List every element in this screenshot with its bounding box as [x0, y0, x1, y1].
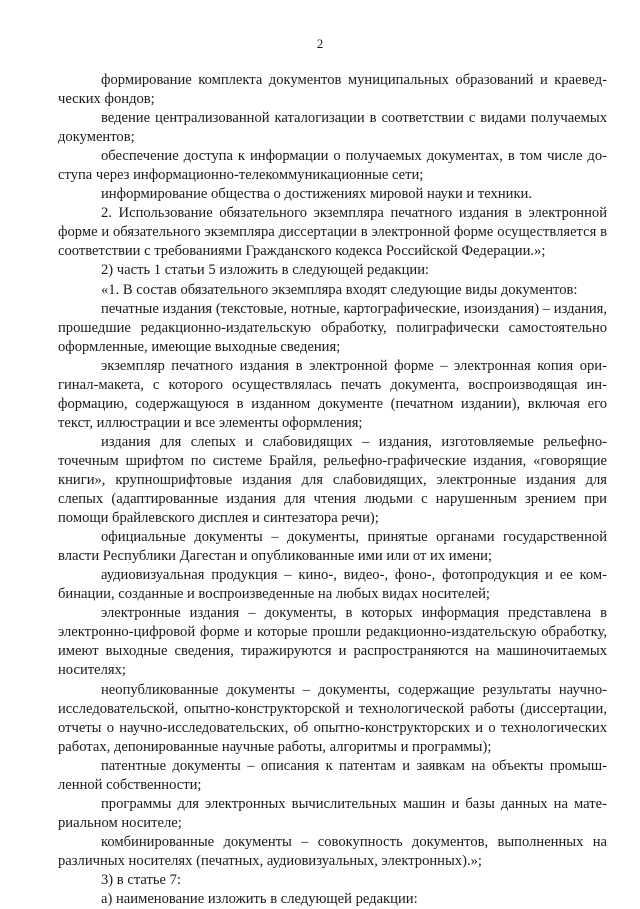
paragraph: печатные издания (текстовые, нотные, картографические, изоиздания) – издания, прошедшие редакционно-издательскую обработку, полиграфически самостоятельно оформленные, имеющие выходные сведения;: [58, 300, 607, 355]
paragraph: а) наименование изложить в следующей редакции:: [101, 891, 418, 908]
paragraph: 2) часть 1 статьи 5 изложить в следующей редакции:: [101, 262, 430, 279]
paragraph: информирование общества о достижениях мировой науки и техники.: [101, 186, 532, 203]
paragraph: официальные документы – документы, принятые органами государственной власти Республики Дагестан и опубликованные ими или от их имени;: [58, 529, 607, 565]
paragraph: аудиовизуальная продукция – кино-, видео-, фоно-, фотопродукция и ее комбинации, созданные и воспроизведенные на любых видах носителей;: [58, 567, 607, 603]
paragraph: формирование комплекта документов муниципальных образований и краеведческих фондов;: [58, 72, 607, 108]
paragraph: электронные издания – документы, в которых информация представлена в электронно-цифровой форме и которые прошли редакционно-издательскую обработку, имеют выходные сведения, тиражируются и распространяются на машиночитаемых носителях;: [58, 605, 607, 679]
paragraph: комбинированные документы – совокупность документов, выполненных на различных носителях (печатных, аудиовизуальных, электронных).»;: [58, 833, 607, 869]
page-number: 2: [316, 36, 324, 51]
paragraph: экземпляр печатного издания в электронной форме – электронная копия оригинал-макета, с которого осуществлялась печать документа, воспроизводящая информацию, содержащуюся в изданном документе (печатном издании), включая его текст, иллюстрации и все элементы оформления;: [58, 357, 607, 431]
paragraph: 2. Использование обязательного экземпляра печатного издания в электронной форме и обязательного экземпляра диссертации в электронной форме осуществляется в соответствии с требованиями Гражданского кодекса Российской Федерации.»;: [58, 205, 607, 260]
document-body: [58, 71, 607, 909]
paragraph: программы для электронных вычислительных машин и базы данных на материальном носителе;: [58, 795, 607, 831]
paragraph: неопубликованные документы – документы, содержащие результаты научно-исследовательской, опытно-конструкторской и технологической работы (диссертации, отчеты о научно-исследовательских, об опытно-конструкторских и о технологических работах, депонированные научные работы, алгоритмы и программы);: [58, 681, 607, 755]
paragraph: обеспечение доступа к информации о получаемых документах, в том числе доступа через информационно-телекоммуникационные сети;: [58, 148, 607, 184]
paragraph: 3) в статье 7:: [101, 871, 181, 888]
paragraph: «1. В состав обязательного экземпляра входят следующие виды документов:: [101, 281, 578, 298]
paragraph: ведение централизованной каталогизации в соответствии с видами получаемых документов;: [58, 110, 607, 146]
paragraph: издания для слепых и слабовидящих – издания, изготовляемые рельефно-точечным шрифтом по системе Брайля, рельефно-графические издания, «говорящие книги», крупношрифтовые издания для слабовидящих, электронные издания для слепых (адаптированные издания для чтения людьми с нарушенным зрением при помощи брайлевского дисплея и синтезатора речи);: [58, 433, 607, 527]
paragraph: патентные документы – описания к патентам и заявкам на объекты промышленной собственности;: [58, 757, 607, 793]
